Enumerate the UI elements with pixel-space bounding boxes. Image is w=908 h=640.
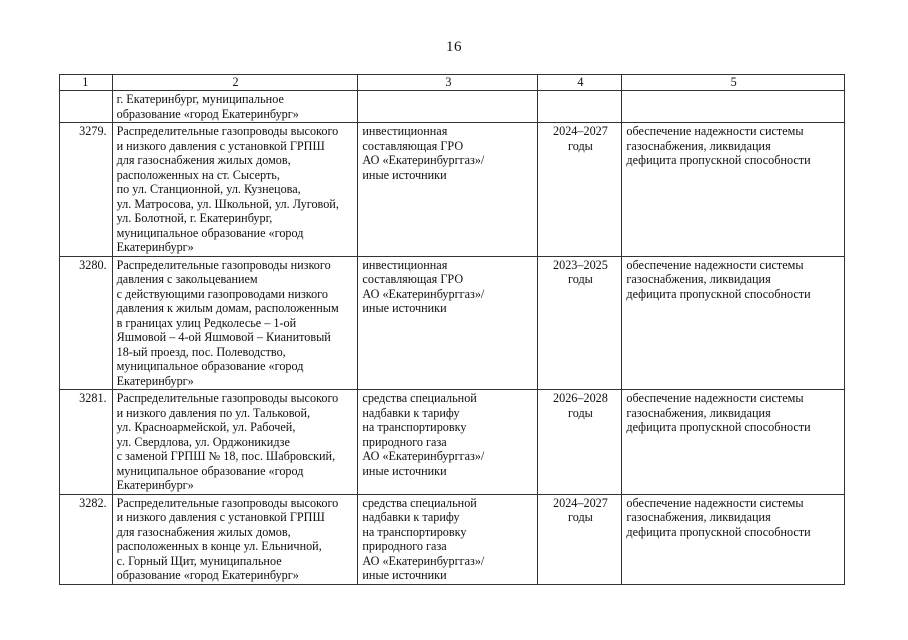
desc-line: ул. Красноармейской, ул. Рабочей, [116,420,296,434]
table-row [60,256,845,390]
desc-line: с. Горный Щит, муниципальное [116,553,282,568]
purpose-cell [622,494,845,584]
purpose-line: дефицита пропускной способности [626,524,811,539]
source-line: АО «Екатеринбурггаз»/ [362,553,485,568]
desc-line: с действующими газопроводами низкого [116,286,328,301]
funding-source-cell [358,390,538,495]
source-line: природного газа [362,434,447,449]
desc-line: в границах улиц Редколесье – 1-ой [116,315,297,330]
purpose-line: обеспечение надежности системы [626,257,804,272]
desc-line: Распределительные газопроводы низкого [116,257,331,272]
source-line: надбавки к тарифу [362,405,460,420]
continuation-row [60,91,845,123]
years-line: годы [568,405,593,420]
page-number: 16 [446,39,462,55]
source-line: составляющая ГРО [362,138,464,153]
source-line: АО «Екатеринбурггаз»/ [362,449,485,463]
desc-line: ул. Свердлова, ул. Орджоникидзе [116,434,290,449]
source-line: АО «Екатеринбурггаз»/ [362,286,485,301]
purpose-line: газоснабжения, ликвидация [626,272,771,286]
desc-line: Распределительные газопроводы высокого [116,391,339,405]
source-line: на транспортировку [362,420,467,434]
funding-source-cell [358,123,538,257]
source-line: иные источники [362,568,447,582]
desc-line: для газоснабжения жилых домов, [116,524,291,539]
purpose-line: дефицита пропускной способности [626,286,811,301]
desc-line: образование «город Екатеринбург» [116,106,299,121]
desc-line: расположенных на ст. Сысерть, [116,167,280,182]
source-line: средства специальной [362,495,477,510]
years-line: годы [568,138,593,153]
years-line: 2023–2025 [553,257,608,272]
source-line: инвестиционная [362,124,448,138]
source-line: природного газа [362,539,447,553]
description-cell [112,256,358,390]
years-line: годы [568,272,593,286]
continuation-purpose-cell [622,91,845,123]
row-number: 3279. [60,123,113,257]
continuation-desc-cell [112,91,358,123]
description-cell [112,390,358,495]
continuation-num-cell [60,91,113,123]
desc-line: расположенных в конце ул. Ельничной, [116,539,322,553]
header-col-2: 2 [112,75,358,91]
purpose-line: обеспечение надежности системы [626,391,804,405]
desc-line: ул. Болотной, г. Екатеринбург, [116,211,273,225]
source-line: составляющая ГРО [362,272,464,286]
desc-line: муниципальное образование «город [116,463,304,478]
desc-line: Екатеринбург» [116,240,194,254]
header-col-4: 4 [538,75,622,91]
header-col-1: 1 [60,75,113,91]
desc-line: Екатеринбург» [116,478,194,492]
source-line: надбавки к тарифу [362,510,460,524]
desc-line: и низкого давления по ул. Тальковой, [116,405,311,420]
source-line: иные источники [362,301,447,315]
desc-line: по ул. Станционной, ул. Кузнецова, [116,182,301,196]
purpose-line: газоснабжения, ликвидация [626,405,771,420]
projects-table [59,74,845,585]
funding-source-cell [358,256,538,390]
table-header-row [60,75,845,91]
desc-line: 18-ый проезд, пос. Полеводство, [116,344,286,359]
table-row [60,390,845,495]
years-cell [538,123,622,257]
table-row [60,123,845,257]
purpose-line: газоснабжения, ликвидация [626,138,771,153]
purpose-line: обеспечение надежности системы [626,124,804,138]
description-cell [112,123,358,257]
desc-line: с заменой ГРПШ № 18, пос. Шабровский, [116,449,336,463]
purpose-line: газоснабжения, ликвидация [626,510,771,524]
row-number: 3282. [60,494,113,584]
desc-line: Распределительные газопроводы высокого [116,495,339,510]
continuation-years-cell [538,91,622,123]
desc-line: Екатеринбург» [116,373,194,388]
years-line: годы [568,510,593,524]
years-line: 2026–2028 [553,391,608,405]
desc-line: муниципальное образование «город [116,225,304,240]
desc-line: и низкого давления с установкой ГРПШ [116,138,325,153]
source-line: АО «Екатеринбурггаз»/ [362,153,485,167]
desc-line: образование «город Екатеринбург» [116,568,299,582]
desc-line: давления с закольцеванием [116,272,258,286]
source-line: иные источники [362,167,447,182]
source-line: на транспортировку [362,524,467,539]
header-col-5: 5 [622,75,845,91]
source-line: средства специальной [362,391,477,405]
row-number: 3281. [60,390,113,495]
purpose-line: дефицита пропускной способности [626,153,811,167]
purpose-line: дефицита пропускной способности [626,420,811,434]
desc-line: г. Екатеринбург, муниципальное [116,92,284,106]
purpose-cell [622,123,845,257]
desc-line: давления к жилым домам, расположенным [116,301,339,315]
purpose-cell [622,390,845,495]
years-cell [538,390,622,495]
purpose-cell [622,256,845,390]
years-line: 2024–2027 [553,495,608,510]
description-cell [112,494,358,584]
desc-line: Яшмовой – 4-ой Яшмовой – Кианитовый [116,330,331,344]
desc-line: Распределительные газопроводы высокого [116,124,339,138]
desc-line: ул. Матросова, ул. Школьной, ул. Луговой, [116,196,339,211]
source-line: инвестиционная [362,257,448,272]
desc-line: для газоснабжения жилых домов, [116,153,291,167]
continuation-source-cell [358,91,538,123]
desc-line: и низкого давления с установкой ГРПШ [116,510,325,524]
source-line: иные источники [362,463,447,478]
years-cell [538,494,622,584]
header-col-3: 3 [358,75,538,91]
funding-source-cell [358,494,538,584]
table-row [60,494,845,584]
years-line: 2024–2027 [553,124,608,138]
purpose-line: обеспечение надежности системы [626,495,804,510]
years-cell [538,256,622,390]
desc-line: муниципальное образование «город [116,359,304,373]
row-number: 3280. [60,256,113,390]
